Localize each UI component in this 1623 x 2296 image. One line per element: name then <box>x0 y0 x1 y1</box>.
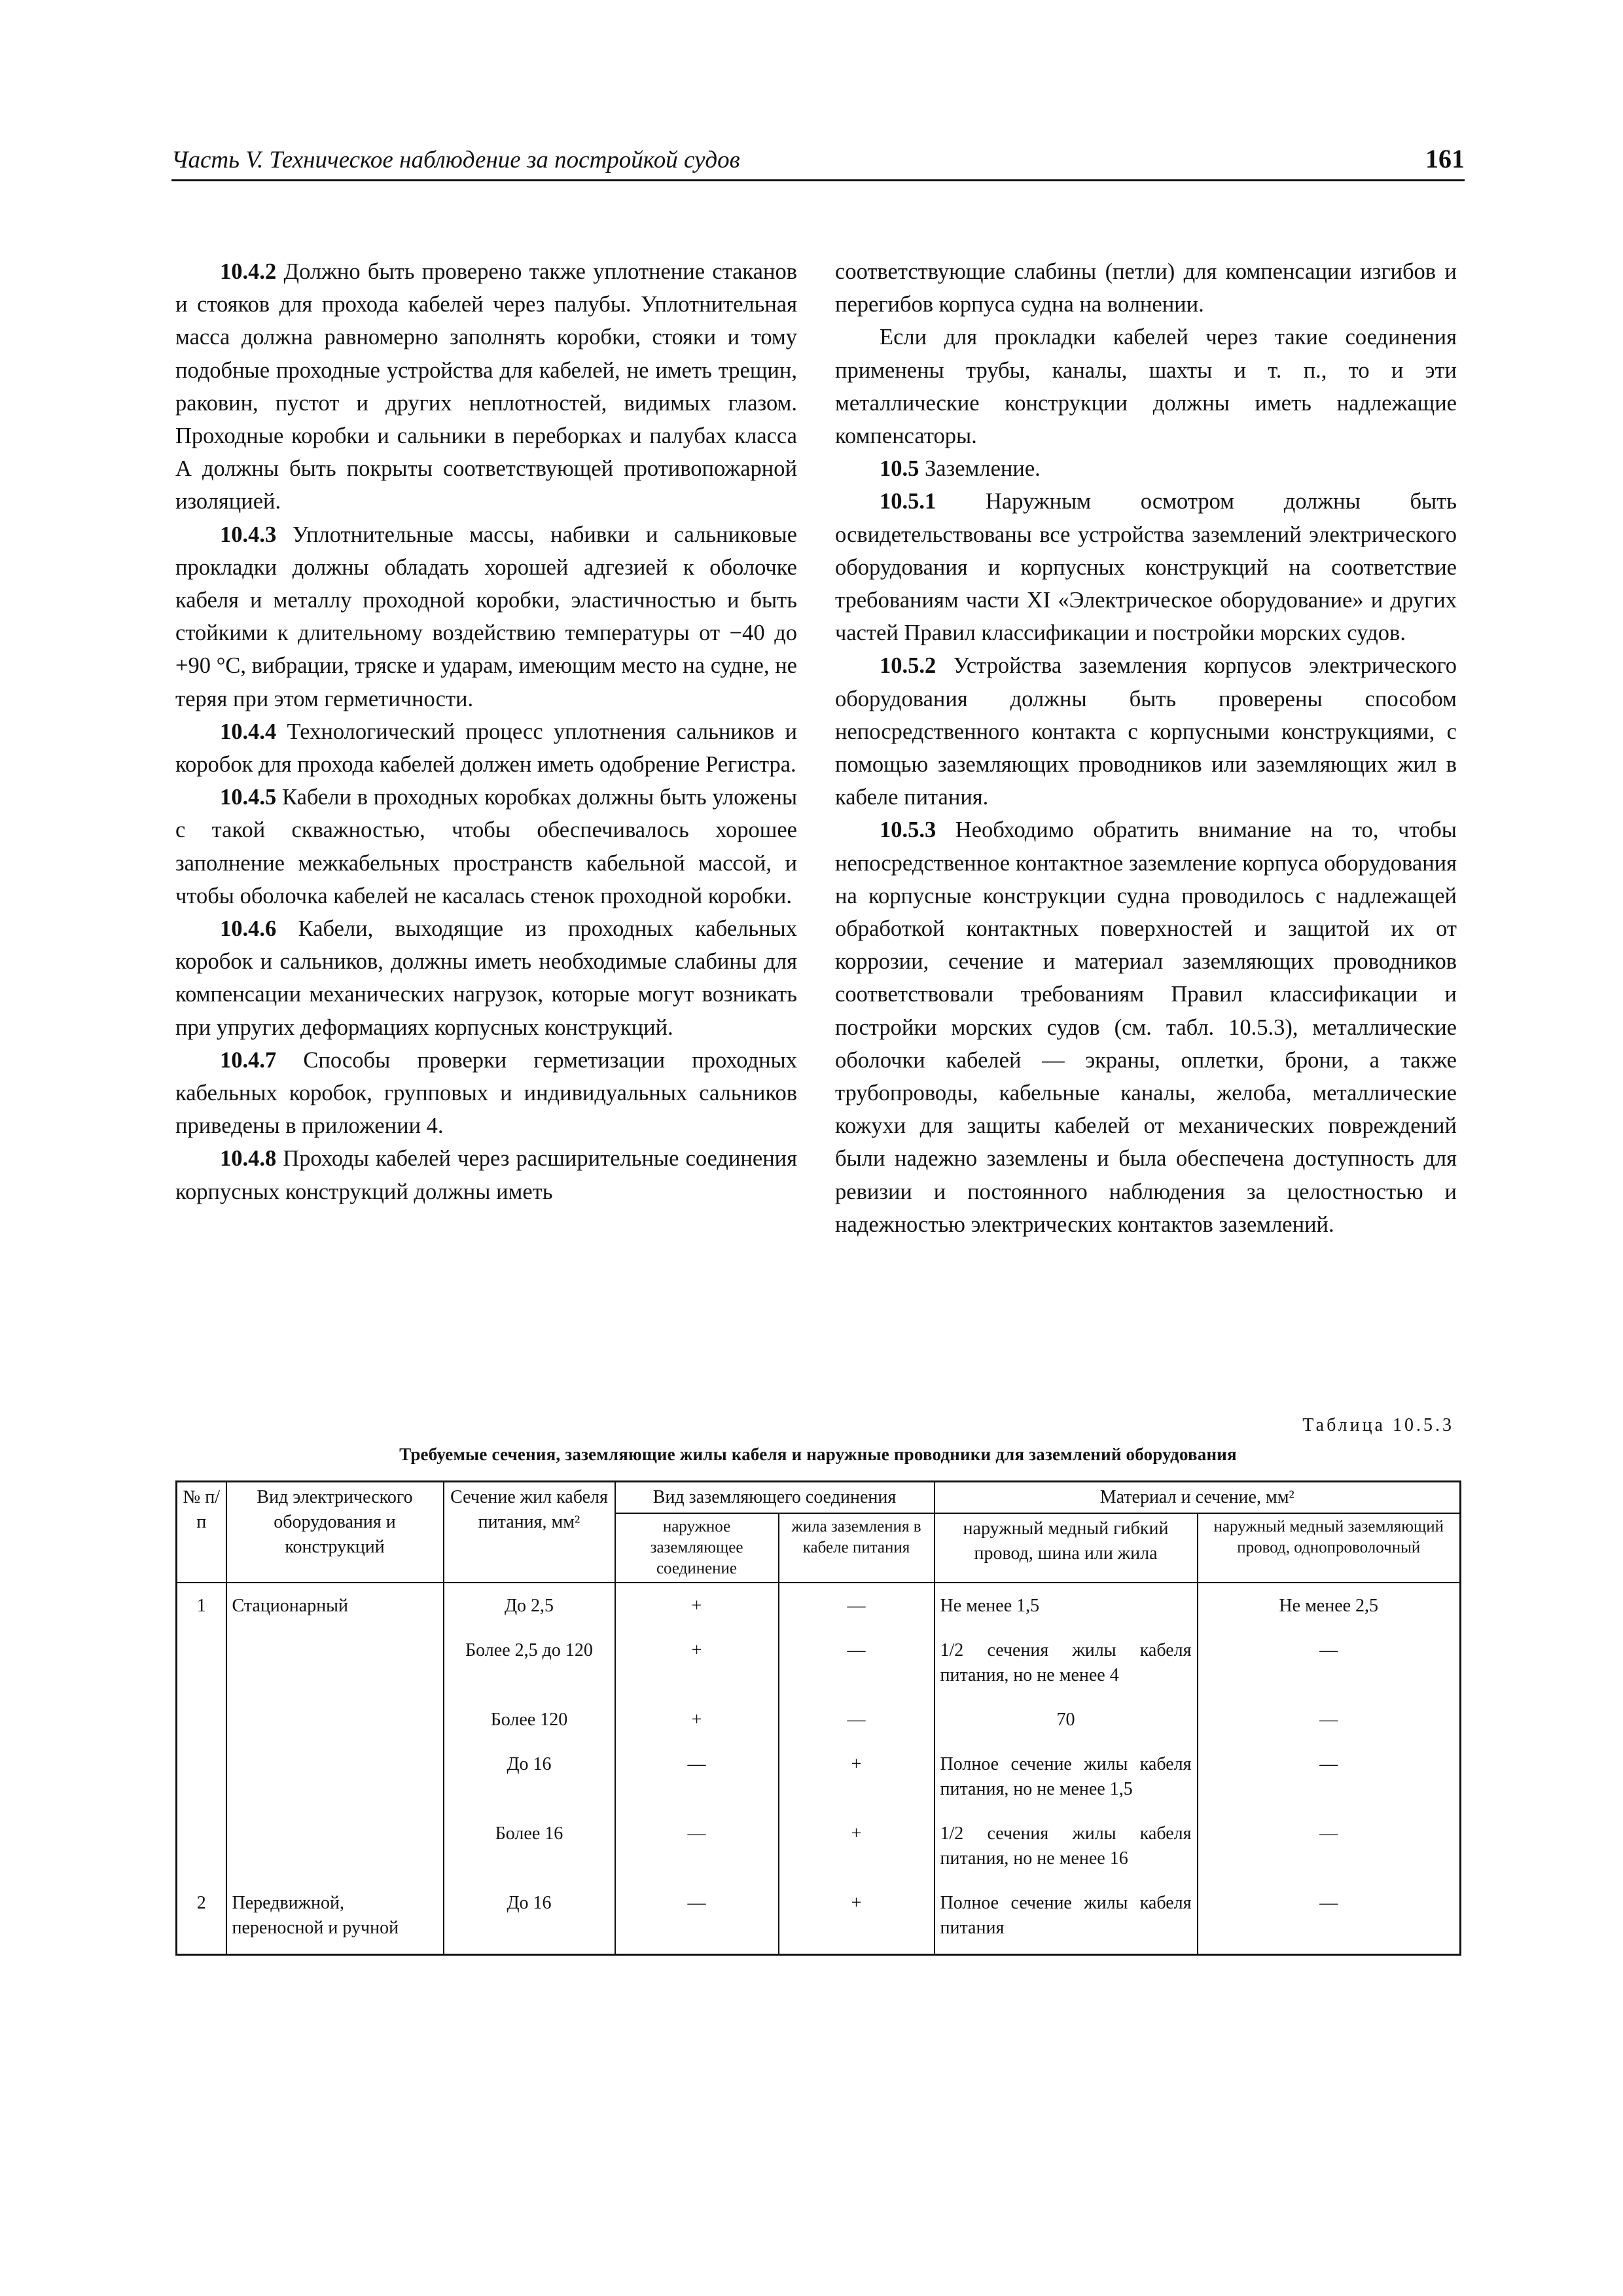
cell-external: — <box>615 1746 779 1815</box>
cell-flexible: Полное сечение жилы кабеля питания <box>935 1884 1198 1955</box>
cell-equipment: Передвижной, переносной и ручной <box>226 1884 444 1955</box>
paragraph-10-4-2 <box>175 255 797 518</box>
paragraph-10-5-2 <box>835 649 1457 814</box>
paragraph-10-4-6 <box>175 912 797 1044</box>
paragraph-10-4-5 <box>175 781 797 912</box>
cell-flexible: 70 <box>935 1701 1198 1746</box>
cell-external: + <box>615 1701 779 1746</box>
table-label: Таблица 10.5.3 <box>1302 1415 1454 1435</box>
table-title: Требуемые сечения, заземляющие жилы кабеля и наружные проводники для заземлений оборудования <box>399 1444 1237 1464</box>
clause-text: Технологический процесс уплотнения сальников и коробок для прохода кабелей должен иметь одобрение Регистра. <box>175 719 797 778</box>
header-equipment: Вид электрического оборудования и конструкций <box>226 1482 444 1583</box>
cell-solid: — <box>1198 1701 1461 1746</box>
cell-external: — <box>615 1815 779 1884</box>
clause-number: 10.4.7 <box>220 1047 277 1073</box>
header-section: Сечение жил кабеля питания, мм² <box>444 1482 615 1583</box>
header-material-solid: наружный медный заземляющий провод, однопроволочный <box>1198 1513 1461 1583</box>
paragraph-10-4-4 <box>175 715 797 781</box>
cell-solid: — <box>1198 1746 1461 1815</box>
cell-equipment: Стационарный <box>226 1583 444 1632</box>
clause-number: 10.4.2 <box>220 259 277 284</box>
paragraph-10-4-3 <box>175 518 797 715</box>
clause-text: Должно быть проверено также уплотнение стаканов и стояков для прохода кабелей через палубы. Уплотнительная масса должна равномерно заполнять коробки, стояки и тому подобные проходные устройства для кабелей, не иметь трещин, раковин, пустот и других неплотностей, видимых глазом. Проходные коробки и сальники в переборках и палубах класса А должны быть покрыты соответствующей противопожарной изоляцией. <box>175 259 797 514</box>
cell-core: — <box>779 1583 935 1632</box>
clause-text: Уплотнительные массы, набивки и сальниковые прокладки должны обладать хорошей адгезией к оболочке кабеля и металлу проходной коробки, эластичностью и быть стойкими к длительному воздействию температуры от −40 до +90 °С, вибрации, тряске и ударам, имеющим место на судне, не теряя при этом герметичности. <box>175 522 797 711</box>
cell-core: — <box>779 1701 935 1746</box>
cell-section: Более 2,5 до 120 <box>444 1632 615 1701</box>
header-title: Часть V. Техническое наблюдение за постройкой судов <box>171 147 740 173</box>
cell-flexible: 1/2 сечения жилы кабеля питания, но не менее 4 <box>935 1632 1198 1701</box>
cell-equipment <box>226 1632 444 1701</box>
cell-solid: Не менее 2,5 <box>1198 1583 1461 1632</box>
cell-solid: — <box>1198 1632 1461 1701</box>
clause-text: Устройства заземления корпусов электрического оборудования должны быть проверены способом непосредственного контакта с корпусными конструкциями, с помощью заземляющих проводников или заземляющих жил в кабеле питания. <box>835 653 1457 810</box>
clause-text: Наружным осмотром должны быть освидетельствованы все устройства заземлений электрического оборудования и корпусных конструкций на соответствие требованиям части XI «Электрическое оборудование» и других частей Правил классификации и постройки морских судов. <box>835 489 1457 646</box>
right-column <box>835 255 1457 1241</box>
cell-flexible: Полное сечение жилы кабеля питания, но не менее 1,5 <box>935 1746 1198 1815</box>
cell-section: До 16 <box>444 1746 615 1815</box>
clause-text: Необходимо обратить внимание на то, чтобы непосредственное контактное заземление корпуса оборудования на корпусные конструкции судна проводилось с надлежащей обработкой контактных поверхностей и защитой их от коррозии, сечение и материал заземляющих проводников соответствовали требованиям Правил классификации и постройки морских судов (см. табл. 10.5.3), металлические оболочки кабелей — экраны, оплетки, брони, а также трубопроводы, кабельные каналы, желоба, металлические кожухи для защиты кабелей от механических повреждений были надежно заземлены и была обеспечена доступность для ревизии и постоянного наблюдения за целостностью и надежностью электрических контактов заземлений. <box>835 817 1457 1237</box>
paragraph-compensators <box>835 321 1457 452</box>
left-column <box>175 255 797 1208</box>
paragraph-10-4-7 <box>175 1044 797 1143</box>
clause-number: 10.4.8 <box>220 1146 277 1172</box>
cell-section: Более 120 <box>444 1701 615 1746</box>
cell-solid: — <box>1198 1815 1461 1884</box>
header-connection-core: жила заземления в кабеле питания <box>779 1513 935 1583</box>
cell-num: 2 <box>177 1884 226 1955</box>
cell-section: Более 16 <box>444 1815 615 1884</box>
clause-number: 10.5.2 <box>880 653 936 679</box>
cell-equipment <box>226 1815 444 1884</box>
clause-text: Кабели, выходящие из проходных кабельных коробок и сальников, должны иметь необходимые слабины для компенсации механических нагрузок, которые могут возникать при упругих деформациях корпусных конструкций. <box>175 916 797 1040</box>
table-row <box>177 1815 1461 1884</box>
table-row <box>177 1746 1461 1815</box>
cell-num <box>177 1746 226 1815</box>
cell-num <box>177 1632 226 1701</box>
header-material-group: Материал и сечение, мм² <box>935 1482 1461 1514</box>
cell-section: До 16 <box>444 1884 615 1955</box>
page-number: 161 <box>1425 144 1465 173</box>
clause-number: 10.4.6 <box>220 916 277 942</box>
clause-number: 10.5.1 <box>880 489 936 514</box>
clause-text: Способы проверки герметизации проходных кабельных коробок, групповых и индивидуальных сальников приведены в приложении 4. <box>175 1047 797 1139</box>
cell-num <box>177 1701 226 1746</box>
cell-equipment <box>226 1746 444 1815</box>
cell-flexible: 1/2 сечения жилы кабеля питания, но не менее 16 <box>935 1815 1198 1884</box>
cell-flexible: Не менее 1,5 <box>935 1583 1198 1632</box>
cell-equipment <box>226 1701 444 1746</box>
cell-external: — <box>615 1884 779 1955</box>
cell-core: + <box>779 1884 935 1955</box>
cell-section: До 2,5 <box>444 1583 615 1632</box>
cell-num: 1 <box>177 1583 226 1632</box>
clause-number: 10.5 <box>880 456 919 482</box>
clause-number: 10.4.4 <box>220 719 277 744</box>
running-header <box>171 139 1465 181</box>
cell-core: + <box>779 1815 935 1884</box>
cell-external: + <box>615 1632 779 1701</box>
clause-text: Кабели в проходных коробках должны быть уложены с такой скважностью, чтобы обеспечивалось хорошее заполнение межкабельных пространств кабельной массой, и чтобы оболочка кабелей не касалась стенок проходной коробки. <box>175 785 797 908</box>
header-connection-group: Вид заземляющего соединения <box>615 1482 935 1514</box>
paragraph-10-5-1 <box>835 485 1457 649</box>
cell-num <box>177 1815 226 1884</box>
cell-solid: — <box>1198 1884 1461 1955</box>
clause-text: Проходы кабелей через расширительные соединения корпусных конструкций должны иметь <box>175 1146 797 1204</box>
table-row <box>177 1701 1461 1746</box>
table-row <box>177 1583 1461 1632</box>
clause-text: Заземление. <box>919 456 1041 482</box>
paragraph-continuation <box>835 255 1457 321</box>
cell-core: + <box>779 1746 935 1815</box>
clause-text: соответствующие слабины (петли) для компенсации изгибов и перегибов корпуса судна на волнении. <box>835 259 1457 317</box>
paragraph-10-4-8 <box>175 1142 797 1208</box>
table-row <box>177 1632 1461 1701</box>
paragraph-10-5 <box>835 452 1457 485</box>
paragraph-10-5-3 <box>835 814 1457 1241</box>
header-material-flexible: наружный медный гибкий провод, шина или жила <box>935 1513 1198 1583</box>
clause-text: Если для прокладки кабелей через такие соединения применены трубы, каналы, шахты и т. п., то и эти металлические конструкции должны иметь надлежащие компенсаторы. <box>835 325 1457 449</box>
header-num: № п/п <box>177 1482 226 1583</box>
clause-number: 10.4.5 <box>220 785 277 810</box>
cell-core: — <box>779 1632 935 1701</box>
clause-number: 10.5.3 <box>880 817 936 843</box>
cell-external: + <box>615 1583 779 1632</box>
header-connection-external: наружное заземляющее соединение <box>615 1513 779 1583</box>
table-row <box>177 1884 1461 1955</box>
clause-number: 10.4.3 <box>220 522 277 547</box>
grounding-requirements-table <box>175 1480 1461 1956</box>
